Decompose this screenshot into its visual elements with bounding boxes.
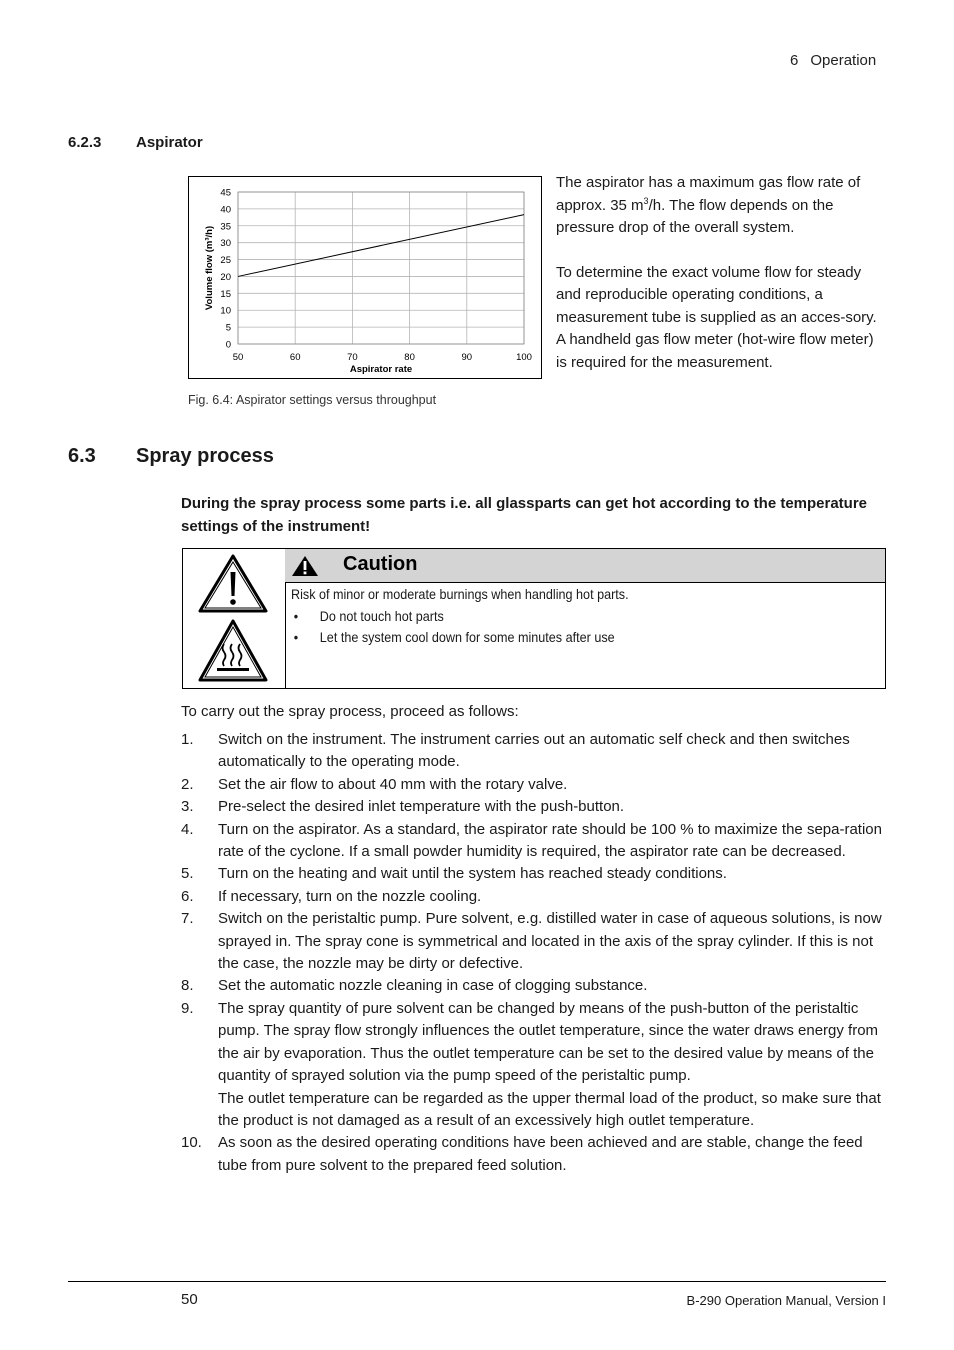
procedure-step <box>181 975 891 997</box>
step-number: 1. <box>181 731 194 748</box>
caution-icon-column <box>183 549 286 688</box>
footer-rule <box>68 1281 886 1282</box>
caution-item <box>291 629 818 645</box>
procedure-step <box>181 863 891 885</box>
step-text: The spray quantity of pure solvent can be changed by means of the push-button of the peristaltic pump. The spray flow strongly influences the outlet temperature, since the water draws energy from the air by evaporation. Thus the outlet temperature can be set to the desired value by means of the quantity of sprayed solution via the pump speed of the peristaltic pump. <box>218 999 879 1085</box>
step-number: 6. <box>181 887 194 905</box>
general-warning-icon <box>200 556 266 611</box>
caution-title: Caution <box>343 553 418 575</box>
bullet: • <box>293 629 299 645</box>
chart-y-tick-label: 10 <box>220 305 231 317</box>
step-text: Switch on the peristaltic pump. Pure solvent, e.g. distilled water in case of aqueous solutions, is now sprayed in. The spray cone is symmetrical and located in the axis of the spray cylinder. If this is not the case, the nozzle may be dirty or defective. <box>218 910 882 973</box>
caution-body <box>291 586 818 650</box>
chart-series-line-volume-flow <box>238 215 524 277</box>
step-text: Turn on the aspirator. As a standard, the aspirator rate should be 100 % to maximize the sepa-ration rate of the cyclone. If a small powder humidity is required, the aspirator rate can be decreased. <box>218 820 882 861</box>
procedure-step <box>181 729 891 774</box>
step-text: Set the air flow to about 40 mm with the rotary valve. <box>218 775 568 793</box>
hot-surface-icon <box>200 621 266 680</box>
caution-item-text: Do not touch hot parts <box>319 608 444 624</box>
aspirator-chart <box>188 176 542 379</box>
procedure-step <box>181 908 891 975</box>
chapter-title: Operation <box>810 52 877 69</box>
running-header <box>790 52 876 69</box>
step-number: 5. <box>181 865 194 883</box>
subsection-title: Aspirator <box>136 134 203 151</box>
chart-x-tick-label: 80 <box>404 352 415 363</box>
aspirator-paragraph-2: To determine the exact volume flow for steady and reproducible operating conditions, a measurement tube is supplied as an acces-sory. A handheld gas flow meter (hot-wire flow meter) is required for the measurement. <box>556 263 877 371</box>
caution-item <box>291 608 818 624</box>
caution-warning-icon <box>291 555 319 577</box>
chart-y-tick-label: 20 <box>220 271 231 283</box>
caution-box <box>182 548 886 689</box>
section-heading <box>68 445 274 468</box>
procedure-intro: To carry out the spray process, proceed as follows: <box>181 703 519 720</box>
caution-list <box>291 608 818 645</box>
step-text: Switch on the instrument. The instrument carries out an automatic self check and then switches automatically to the operating mode. <box>218 731 850 771</box>
procedure-step <box>181 886 891 908</box>
chart-y-tick-label: 15 <box>220 288 231 300</box>
caution-header <box>285 549 885 583</box>
chart-plot-area <box>238 192 524 344</box>
step-number: 3. <box>181 798 194 816</box>
document-title: B-290 Operation Manual, Version I <box>686 1293 886 1308</box>
step-text: Turn on the heating and wait until the system has reached steady conditions. <box>218 865 727 883</box>
p1-pre: The aspirator has a maximum gas flow rate of approx. 35 m <box>556 174 861 214</box>
page-number: 50 <box>181 1291 198 1308</box>
chart-y-tick-label: 35 <box>220 221 231 233</box>
aspirator-description <box>556 172 881 396</box>
chart-y-tick-label: 25 <box>220 255 231 267</box>
step-number: 10. <box>181 1134 202 1152</box>
chart-x-tick-label: 50 <box>232 352 244 363</box>
procedure-step <box>181 796 891 818</box>
procedure-steps <box>181 729 891 1177</box>
step-number: 2. <box>181 775 194 793</box>
chapter-number: 6 <box>790 52 799 69</box>
step-text: Pre-select the desired inlet temperature with the push-button. <box>218 798 625 816</box>
procedure-step <box>181 1132 891 1177</box>
step-number: 4. <box>181 820 194 838</box>
caution-icons-svg <box>183 549 285 688</box>
chart-x-tick-label: 60 <box>289 352 301 363</box>
procedure-step <box>181 998 891 1132</box>
p1-post: /h. The flow depends on the pressure drop of the overall system. <box>556 196 834 236</box>
section-number: 6.3 <box>68 445 96 467</box>
step-text: If necessary, turn on the nozzle cooling. <box>218 887 482 905</box>
step-text: As soon as the desired operating conditions have been achieved and are stable, change the feed tube from pure solvent to the prepared feed solution. <box>218 1134 863 1174</box>
step-text-continued: The outlet temperature can be regarded as the upper thermal load of the product, so make sure that the product is not damaged as a result of an excessively high outlet temperature. <box>218 1089 881 1129</box>
p1-sup: 3 <box>643 195 649 206</box>
aspirator-paragraph-1 <box>556 172 881 240</box>
figure-caption: Fig. 6.4: Aspirator settings versus throughput <box>188 393 437 407</box>
bullet: • <box>293 608 299 624</box>
chart-x-tick-label: 90 <box>461 352 473 363</box>
caution-item-text: Let the system cool down for some minutes after use <box>319 629 615 645</box>
step-number: 7. <box>181 910 194 928</box>
chart-y-tick-label: 0 <box>225 339 231 351</box>
caution-text: Risk of minor or moderate burnings when handling hot parts. <box>291 586 629 602</box>
chart-svg <box>189 177 540 377</box>
chart-y-tick-label: 40 <box>220 204 231 216</box>
hot-parts-warning: During the spray process some parts i.e. all glassparts can get hot according to the temperature settings of the instrument! <box>181 495 868 535</box>
chart-x-axis-label: Aspirator rate <box>349 364 413 375</box>
chart-y-tick-label: 30 <box>220 238 231 250</box>
procedure-step <box>181 774 891 796</box>
chart-x-tick-label: 70 <box>347 352 358 363</box>
chart-y-tick-label: 5 <box>225 322 231 334</box>
procedure-step <box>181 819 891 864</box>
step-number: 9. <box>181 999 194 1017</box>
step-number: 8. <box>181 977 194 995</box>
subsection-heading <box>68 134 203 151</box>
subsection-number: 6.2.3 <box>68 134 102 151</box>
chart-y-axis-label: Volume flow (m³/h) <box>204 225 215 311</box>
chart-x-tick-label: 100 <box>516 352 532 363</box>
step-text: Set the automatic nozzle cleaning in case of clogging substance. <box>218 977 648 995</box>
section-title: Spray process <box>136 445 274 467</box>
chart-y-tick-label: 45 <box>220 187 231 199</box>
